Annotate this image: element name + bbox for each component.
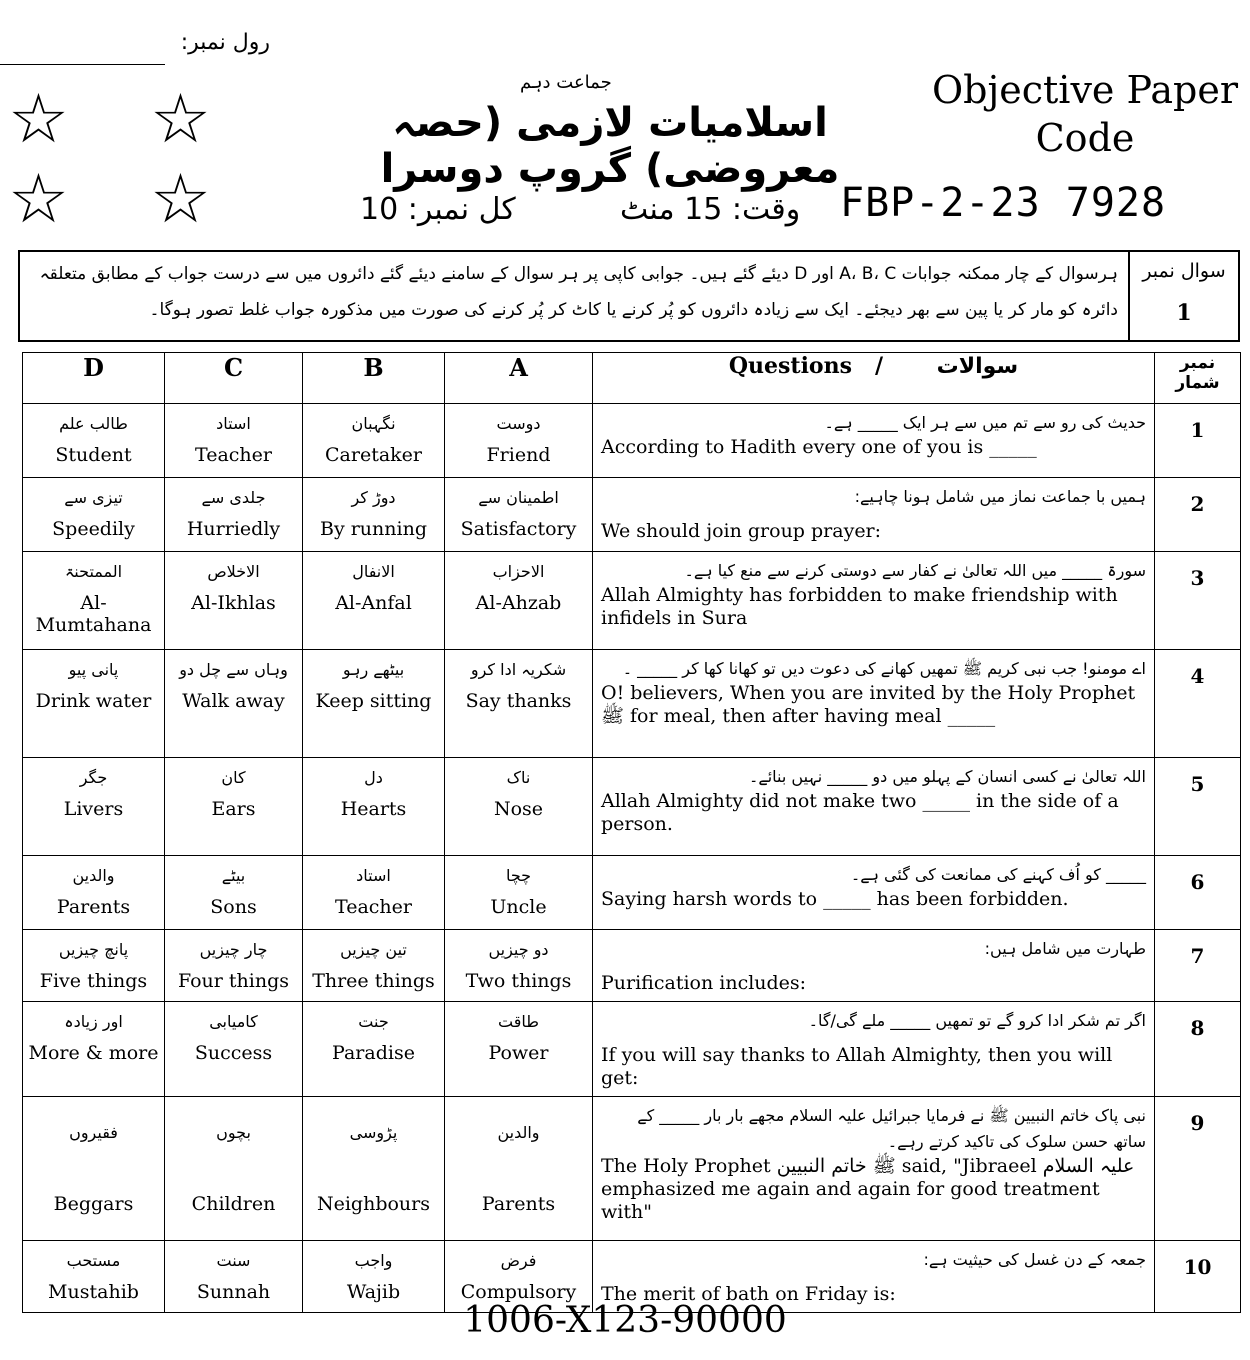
question-text (593, 1002, 1155, 1097)
question-urdu: نبی پاک خاتم النبیین ﷺ نے فرمایا جبرائیل علیہ السلام مجھے بار بار _____ کے ساتھ حسن سلوک کی تاکید کرتے رہے۔ (637, 1106, 1146, 1151)
option-c (165, 930, 303, 1002)
option-a-urdu: فرض (500, 1251, 537, 1270)
table-row (23, 404, 1241, 478)
option-c (165, 404, 303, 478)
table-row (23, 856, 1241, 930)
option-a-english: Satisfactory (460, 518, 577, 540)
option-b-urdu: نگہبان (351, 414, 396, 433)
option-d (23, 404, 165, 478)
star-icon: ☆ (150, 80, 211, 159)
question-urdu: سورۃ _____ میں اللہ تعالیٰ نے کفار سے دوستی کرنے سے منع کیا ہے۔ (684, 561, 1146, 580)
question-number-cell: 3 (1155, 552, 1241, 650)
question-urdu: طہارت میں شامل ہیں: (984, 939, 1146, 958)
table-row (23, 930, 1241, 1002)
option-c (165, 1002, 303, 1097)
option-a (445, 856, 593, 930)
question-text (593, 650, 1155, 758)
paper-code-label: Code (1035, 116, 1135, 160)
question-urdu: اللہ تعالیٰ نے کسی انسان کے پہلو میں دو _____ نہیں بنائے۔ (748, 767, 1146, 786)
option-d-english: Parents (56, 896, 131, 918)
option-c-urdu: وہاں سے چل دو (179, 660, 288, 679)
option-b (303, 1002, 445, 1097)
header-a: A (445, 353, 593, 404)
header-serial: نمبر شمار (1155, 353, 1241, 404)
question-english: Saying harsh words to _____ has been forbidden. (601, 888, 1069, 910)
question-english: The merit of bath on Friday is: (601, 1283, 896, 1305)
option-b-urdu: واجب (354, 1251, 393, 1270)
header-c: C (165, 353, 303, 404)
option-a (445, 404, 593, 478)
option-b-english: By running (319, 518, 427, 540)
option-a-english: Say thanks (465, 690, 572, 712)
option-c (165, 1097, 303, 1241)
option-a-urdu: شکریہ ادا کرو (470, 660, 567, 679)
option-b-urdu: جنت (358, 1012, 389, 1031)
question-number-cell: 2 (1155, 478, 1241, 552)
option-c (165, 758, 303, 856)
instruction-text: ہرسوال کے چار ممکنہ جوابات A، B، C اور D دیئے گئے ہیں۔ جوابی کاپی پر ہر سوال کے سامنے دیئے گئے دائروں میں سے درست جواب کے مطابق متعلقہ دائرہ کو مار کر یا پین سے بھر دیجئے۔ ایک سے زیادہ دائروں کو پُر کرنے یا کاٹ کر پُر کرنے کی صورت میں مذکورہ جواب غلط تصور ہوگا۔ (39, 264, 1118, 320)
question-text (593, 1097, 1155, 1241)
option-d (23, 650, 165, 758)
time-allowed: وقت: 15 منٹ (620, 192, 801, 227)
question-urdu: اے مومنو! جب نبی کریم ﷺ تمھیں کھانے کی دعوت دیں تو کھانا کھا کر _____ ۔ (622, 659, 1146, 678)
option-b-english: Teacher (335, 896, 412, 918)
question-english: O! believers, When you are invited by the Holy Prophet ﷺ for meal, then after having meal _____ (601, 682, 1136, 727)
option-b-english: Keep sitting (315, 690, 432, 712)
option-c (165, 478, 303, 552)
question-number-cell: 6 (1155, 856, 1241, 930)
paper-title: Objective Paper (932, 68, 1238, 112)
question-urdu: حدیث کی رو سے تم میں سے ہر ایک _____ ہے۔ (824, 413, 1146, 432)
option-b-english: Neighbours (316, 1193, 431, 1215)
option-b-urdu: دل (364, 768, 383, 787)
instruction-divider (1128, 252, 1130, 340)
option-a (445, 552, 593, 650)
header-questions-en: Questions (728, 353, 852, 379)
option-a (445, 758, 593, 856)
option-d (23, 930, 165, 1002)
option-b-urdu: استاد (356, 866, 391, 885)
question-text (593, 478, 1155, 552)
option-b-english: Hearts (340, 798, 407, 820)
option-c-urdu: چار چیزیں (199, 940, 268, 959)
option-d (23, 478, 165, 552)
table-row (23, 552, 1241, 650)
total-marks: کل نمبر: 10 (360, 192, 516, 227)
question-text (593, 404, 1155, 478)
option-c-english: Sunnah (196, 1281, 271, 1303)
option-a-urdu: چچا (505, 866, 532, 885)
class-label: جماعت دہم (520, 72, 612, 93)
option-b (303, 758, 445, 856)
option-d-english: Drink water (35, 690, 152, 712)
header-b: B (303, 353, 445, 404)
option-d-english: More & more (28, 1042, 159, 1064)
option-c-english: Ears (211, 798, 256, 820)
option-c-urdu: الاخلاص (207, 562, 260, 581)
option-a-english: Al-Ahzab (475, 592, 562, 614)
star-icon: ☆ (150, 160, 211, 239)
question-number-cell: 4 (1155, 650, 1241, 758)
option-a (445, 1097, 593, 1241)
table-row (23, 1097, 1241, 1241)
question-number-cell: 10 (1155, 1241, 1241, 1313)
question-number: 1 (1176, 300, 1192, 326)
option-a-english: Parents (481, 1193, 556, 1215)
table-row (23, 758, 1241, 856)
option-c-urdu: کامیابی (209, 1012, 258, 1031)
option-b-urdu: الانفال (352, 562, 395, 581)
questions-table (22, 352, 1241, 1313)
roll-number-line (0, 64, 165, 65)
option-c-urdu: استاد (216, 414, 251, 433)
option-c (165, 650, 303, 758)
question-text (593, 930, 1155, 1002)
question-number-label: سوال نمبر (1142, 260, 1226, 282)
option-a-urdu: دو چیزیں (488, 940, 549, 959)
option-b-english: Al-Anfal (335, 592, 412, 614)
option-a (445, 1002, 593, 1097)
option-d-urdu: والدین (72, 866, 115, 885)
question-english: We should join group prayer: (601, 520, 882, 542)
subject-title: اسلامیات لازمی (حصہ معروضی) گروپ دوسرا (380, 100, 840, 192)
option-c-urdu: بیٹے (221, 866, 246, 885)
option-b (303, 930, 445, 1002)
table-header-row (23, 353, 1241, 404)
table-row (23, 1002, 1241, 1097)
option-a-urdu: والدین (497, 1123, 540, 1142)
question-number-cell: 7 (1155, 930, 1241, 1002)
option-c-english: Al-Ikhlas (191, 592, 276, 614)
question-english: If you will say thanks to Allah Almighty, then you will get: (601, 1044, 1113, 1089)
option-d (23, 1097, 165, 1241)
header-slash: / (874, 353, 884, 379)
star-icon: ☆ (8, 80, 69, 159)
question-text (593, 552, 1155, 650)
question-english: Purification includes: (601, 972, 807, 994)
option-d-urdu: جگر (79, 768, 108, 787)
option-c-urdu: سنت (216, 1251, 251, 1270)
option-b-english: Three things (312, 970, 435, 992)
option-d (23, 1002, 165, 1097)
option-b-english: Wajib (346, 1281, 401, 1303)
option-c-urdu: بچوں (216, 1123, 251, 1142)
option-d-urdu: تیزی سے (64, 488, 123, 507)
question-number-cell: 8 (1155, 1002, 1241, 1097)
option-a-english: Nose (493, 798, 544, 820)
question-english: According to Hadith every one of you is _____ (601, 436, 1037, 458)
option-c-english: Children (191, 1193, 276, 1215)
option-c-english: Four things (177, 970, 290, 992)
option-a-urdu: ناک (506, 768, 531, 787)
question-number-cell: 5 (1155, 758, 1241, 856)
option-d (23, 856, 165, 930)
option-c-urdu: جلدی سے (201, 488, 266, 507)
option-d-english: Student (55, 444, 132, 466)
question-text (593, 856, 1155, 930)
option-d-urdu: پانچ چیزیں (58, 940, 129, 959)
option-d-english: Al-Mumtahana (35, 592, 152, 636)
option-a-urdu: الاحزاب (492, 562, 545, 581)
question-number-cell: 9 (1155, 1097, 1241, 1241)
roll-number-label: رول نمبر: (180, 30, 270, 55)
option-d-english: Beggars (53, 1193, 134, 1215)
option-b-urdu: تین چیزیں (340, 940, 407, 959)
option-a (445, 930, 593, 1002)
option-b (303, 650, 445, 758)
option-a-english: Two things (465, 970, 572, 992)
option-c (165, 856, 303, 930)
option-d (23, 758, 165, 856)
footer-code: 1006-X123-90000 (463, 1300, 787, 1341)
question-urdu: ہمیں با جماعت نماز میں شامل ہونا چاہیے: (854, 487, 1146, 506)
option-b (303, 1097, 445, 1241)
option-d-urdu: مستحب (66, 1251, 121, 1270)
option-b-urdu: پڑوسی (349, 1123, 398, 1142)
header-questions-ur: سوالات (936, 354, 1019, 379)
option-d-english: Mustahib (48, 1281, 139, 1303)
option-c-english: Sons (210, 896, 257, 918)
table-row (23, 478, 1241, 552)
option-c-english: Walk away (182, 690, 285, 712)
option-d-urdu: طالب علم (59, 414, 128, 433)
option-b (303, 404, 445, 478)
question-urdu: _____ کو اُف کہنے کی ممانعت کی گئی ہے۔ (850, 865, 1146, 884)
option-d-urdu: الممتحنۃ (64, 562, 123, 581)
option-a-urdu: دوست (496, 414, 541, 433)
question-urdu: اگر تم شکر ادا کرو گے تو تمھیں _____ ملے گی/گا۔ (808, 1011, 1146, 1030)
option-a-urdu: اطمینان سے (478, 488, 559, 507)
question-english: Allah Almighty did not make two _____ in the side of a person. (601, 790, 1119, 835)
option-c (165, 552, 303, 650)
option-b (303, 478, 445, 552)
option-a-english: Friend (486, 444, 551, 466)
option-d-english: Five things (39, 970, 148, 992)
star-icon: ☆ (8, 160, 69, 239)
option-d-english: Livers (63, 798, 124, 820)
option-d (23, 552, 165, 650)
option-b-english: Paradise (332, 1042, 415, 1064)
option-a-english: Power (488, 1042, 549, 1064)
option-b-english: Caretaker (325, 444, 422, 466)
option-a (445, 650, 593, 758)
option-b (303, 552, 445, 650)
paper-code-value: FBP-2-23 7928 (840, 180, 1167, 226)
option-a-english: Uncle (490, 896, 547, 918)
option-d-urdu: پانی پیو (68, 660, 119, 679)
option-c-english: Teacher (195, 444, 272, 466)
question-number-cell: 1 (1155, 404, 1241, 478)
option-d-urdu: اور زیادہ (64, 1012, 123, 1031)
option-b-urdu: بیٹھے رہو (342, 660, 405, 679)
option-a-urdu: طاقت (498, 1012, 539, 1031)
option-c-english: Success (194, 1042, 273, 1064)
option-d-urdu: فقیروں (69, 1123, 118, 1142)
option-a-english: Compulsory (460, 1281, 577, 1303)
option-b-urdu: دوڑ کر (351, 488, 396, 507)
option-b (303, 856, 445, 930)
header-d: D (23, 353, 165, 404)
instruction-box (18, 250, 1240, 342)
option-d-english: Speedily (52, 518, 135, 540)
option-a (445, 478, 593, 552)
option-c-english: Hurriedly (186, 518, 281, 540)
question-text (593, 758, 1155, 856)
question-english: The Holy Prophet ﷺ خاتم النبیین said, "Jibraeel علیہ السلام emphasized me again and again for good treatment with" (601, 1155, 1135, 1223)
option-c-urdu: کان (221, 768, 246, 787)
question-english: Allah Almighty has forbidden to make friendship with infidels in Sura (601, 584, 1118, 629)
question-urdu: جمعہ کے دن غسل کی حیثیت ہے: (923, 1250, 1146, 1269)
table-row (23, 650, 1241, 758)
header-questions (593, 353, 1155, 404)
